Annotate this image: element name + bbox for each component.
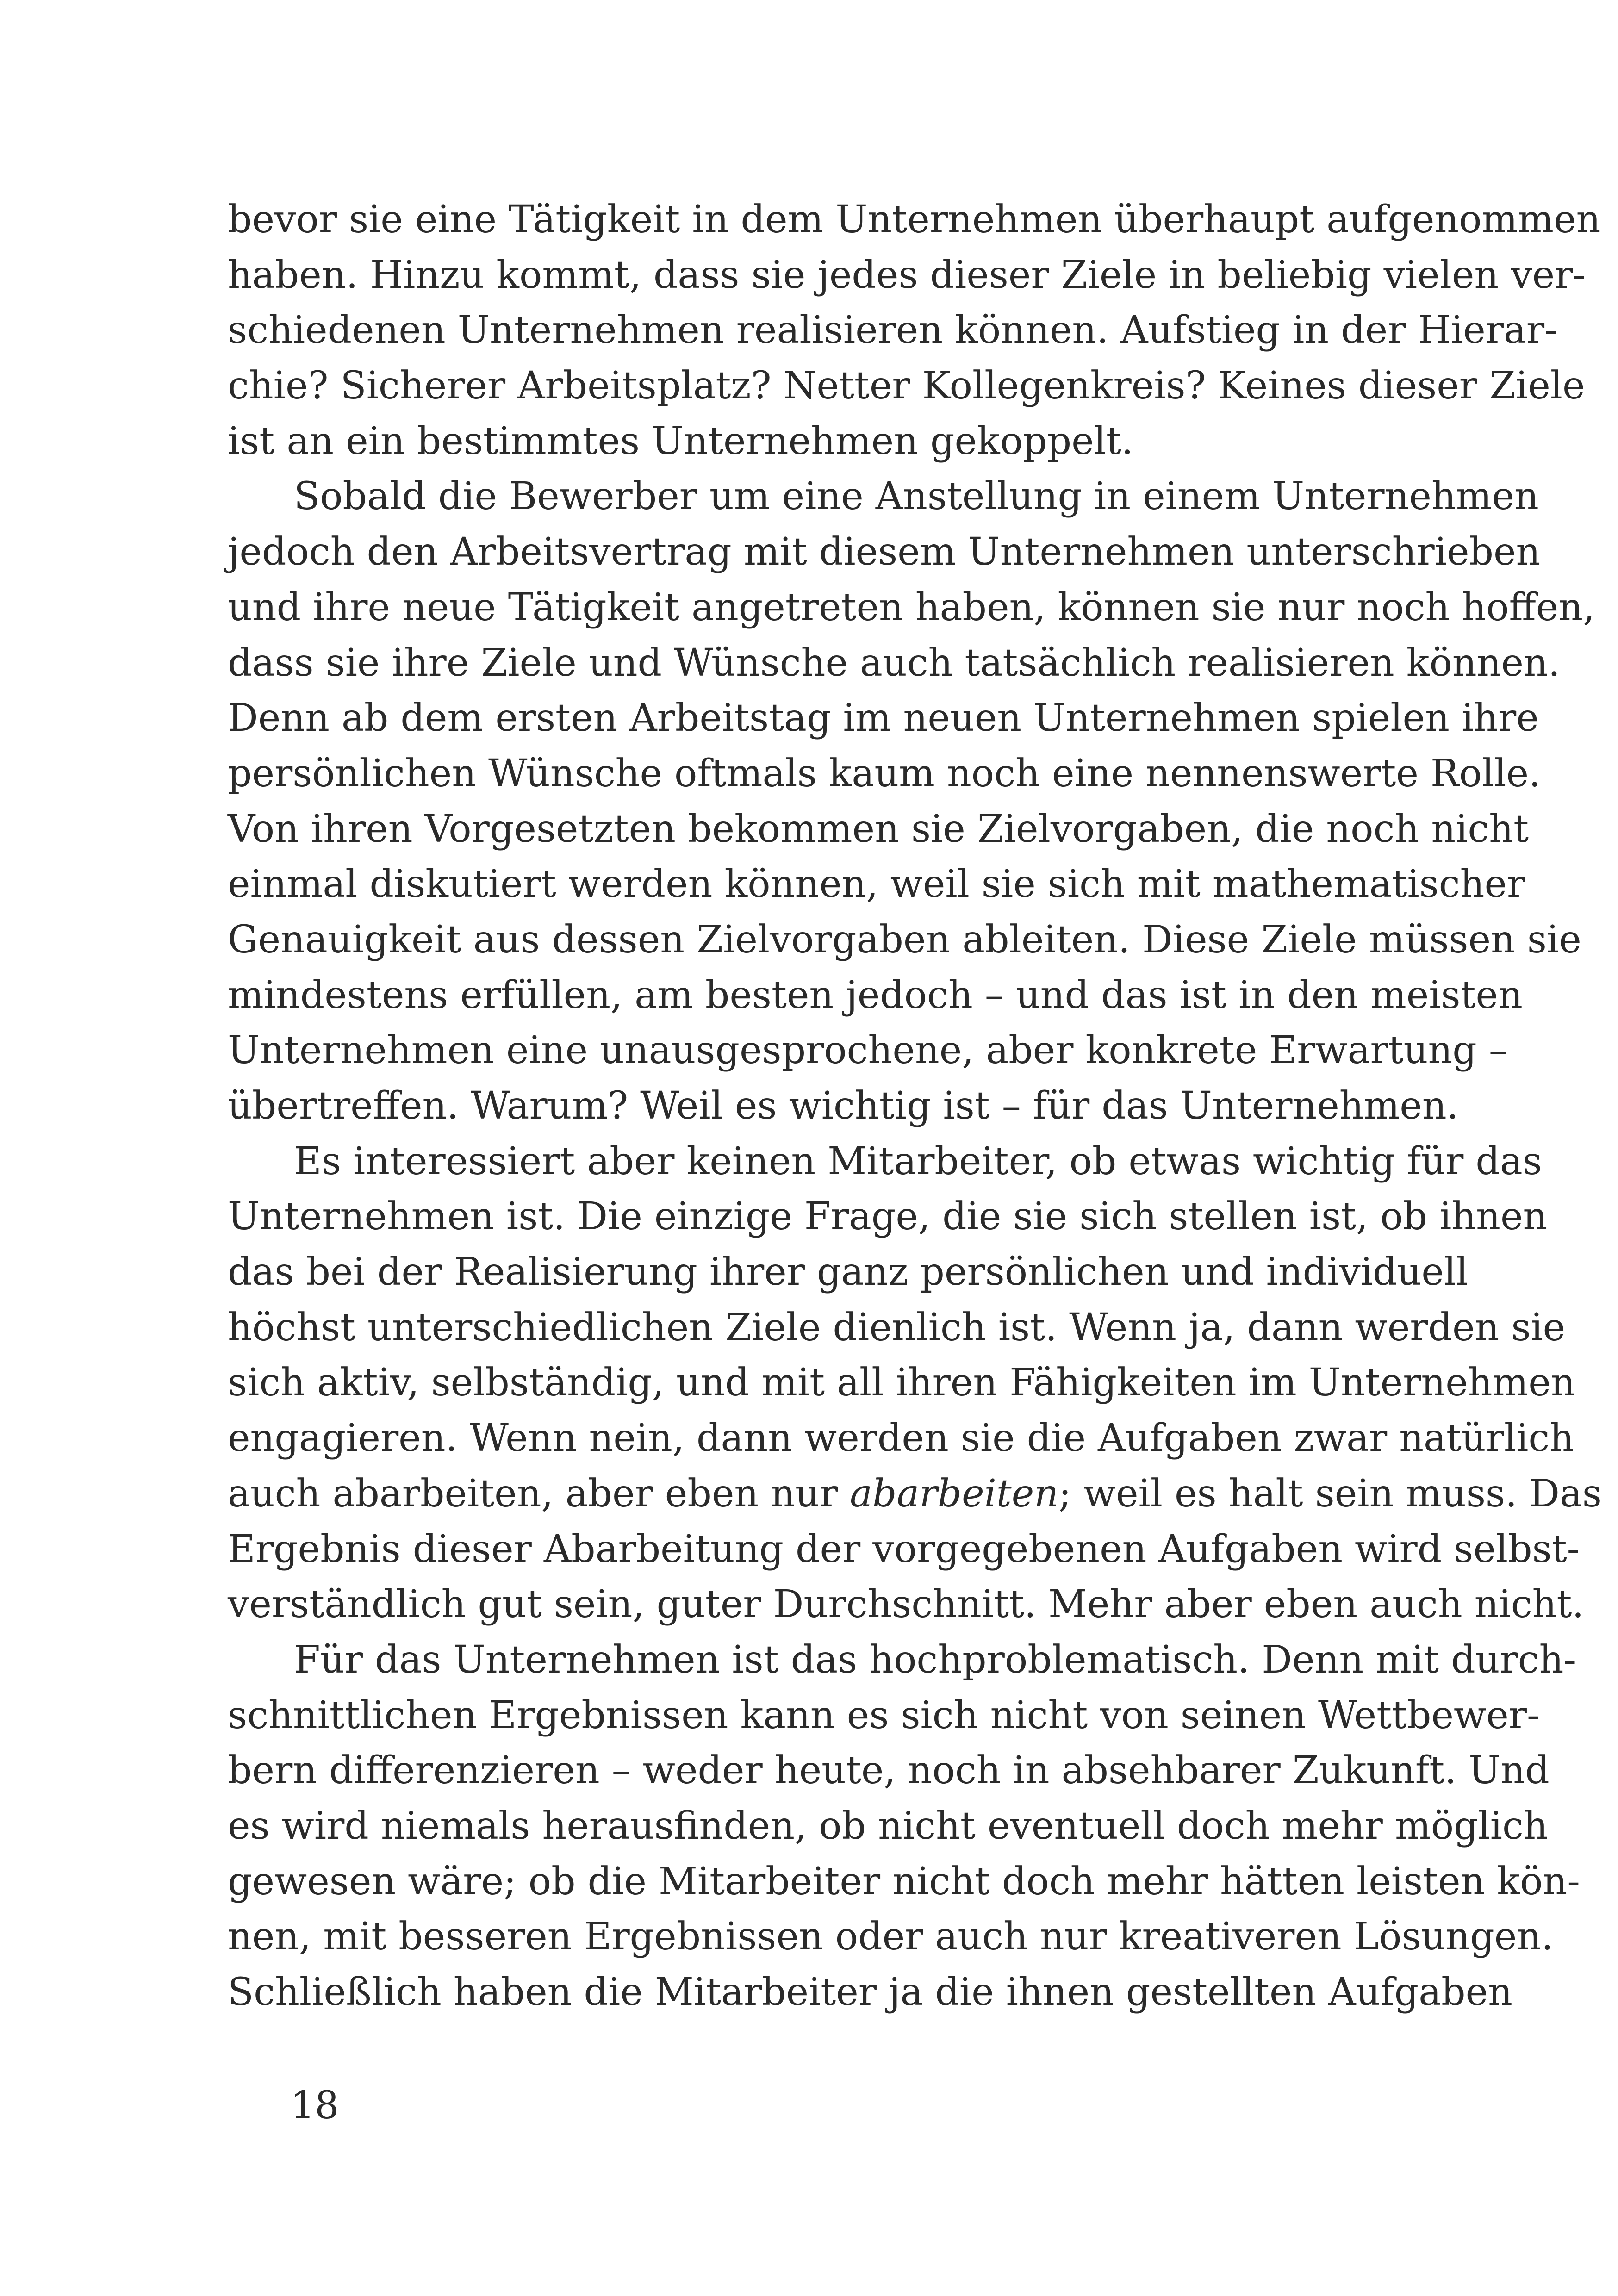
- text-line: Es interessiert aber keinen Mitarbeiter, ob etwas wichtig für das: [294, 1139, 1542, 1183]
- text-line: jedoch den Arbeitsvertrag mit diesem Unternehmen unterschrieben: [228, 530, 1541, 574]
- text-run: ; weil es halt sein muss. Das: [1058, 1471, 1602, 1516]
- text-line-with-italic: [228, 1466, 1602, 1522]
- text-line: verständlich gut sein, guter Durchschnitt. Mehr aber eben auch nicht.: [228, 1582, 1584, 1627]
- body-text: [228, 192, 1602, 2020]
- text-line: bern differenzieren – weder heute, noch in absehbarer Zukunft. Und: [228, 1748, 1550, 1793]
- text-line: höchst unterschiedlichen Ziele dienlich ist. Wenn ja, dann werden sie: [228, 1305, 1566, 1350]
- text-run: auch abarbeiten, aber eben nur: [228, 1471, 850, 1516]
- text-line: schnittlichen Ergebnissen kann es sich nicht von seinen Wettbewer-: [228, 1693, 1540, 1737]
- text-line: Für das Unternehmen ist das hochproblematisch. Denn mit durch-: [294, 1637, 1577, 1682]
- text-line: Genauigkeit aus dessen Zielvorgaben ableiten. Diese Ziele müssen sie: [228, 917, 1581, 962]
- text-line: einmal diskutiert werden können, weil sie sich mit mathematischer: [228, 862, 1525, 907]
- text-line: Von ihren Vorgesetzten bekommen sie Zielvorgaben, die noch nicht: [228, 807, 1529, 851]
- text-line: ist an ein bestimmtes Unternehmen gekoppelt.: [228, 419, 1133, 463]
- italic-emphasis: abarbeiten: [850, 1471, 1059, 1516]
- text-line: das bei der Realisierung ihrer ganz persönlichen und individuell: [228, 1250, 1469, 1294]
- text-line: nen, mit besseren Ergebnissen oder auch nur kreativeren Lösungen.: [228, 1915, 1554, 1959]
- text-line: Unternehmen ist. Die einzige Frage, die sie sich stellen ist, ob ihnen: [228, 1195, 1548, 1239]
- text-line: es wird niemals herausfinden, ob nicht eventuell doch mehr möglich: [228, 1804, 1548, 1848]
- text-line: chie? Sicherer Arbeitsplatz? Netter Kollegenkreis? Keines dieser Ziele: [228, 364, 1585, 408]
- text-line: Denn ab dem ersten Arbeitstag im neuen Unternehmen spielen ihre: [228, 696, 1539, 740]
- text-line: sich aktiv, selbständig, und mit all ihren Fähigkeiten im Unternehmen: [228, 1361, 1575, 1405]
- text-line: schiedenen Unternehmen realisieren können. Aufstieg in der Hierar-: [228, 308, 1557, 353]
- text-line: bevor sie eine Tätigkeit in dem Unternehmen überhaupt aufgenommen: [228, 198, 1601, 242]
- text-line: Ergebnis dieser Abarbeitung der vorgegebenen Aufgaben wird selbst-: [228, 1527, 1580, 1571]
- page-number: 18: [291, 2084, 339, 2128]
- text-line: engagieren. Wenn nein, dann werden sie die Aufgaben zwar natürlich: [228, 1416, 1574, 1461]
- text-line: gewesen wäre; ob die Mitarbeiter nicht doch mehr hätten leisten kön-: [228, 1859, 1580, 1904]
- text-line: mindestens erfüllen, am besten jedoch – und das ist in den meisten: [228, 973, 1523, 1017]
- text-line: Unternehmen eine unausgesprochene, aber konkrete Erwartung –: [228, 1028, 1508, 1073]
- text-line: übertreffen. Warum? Weil es wichtig ist – für das Unternehmen.: [228, 1084, 1459, 1128]
- text-line: haben. Hinzu kommt, dass sie jedes dieser Ziele in beliebig vielen ver-: [228, 253, 1586, 297]
- text-line: persönlichen Wünsche oftmals kaum noch eine nennenswerte Rolle.: [228, 751, 1541, 796]
- text-line: Sobald die Bewerber um eine Anstellung in einem Unternehmen: [294, 474, 1539, 519]
- text-line: dass sie ihre Ziele und Wünsche auch tatsächlich realisieren können.: [228, 641, 1560, 685]
- text-line: Schließlich haben die Mitarbeiter ja die ihnen gestellten Aufgaben: [228, 1970, 1512, 2014]
- text-line: und ihre neue Tätigkeit angetreten haben, können sie nur noch hoffen,: [228, 585, 1595, 629]
